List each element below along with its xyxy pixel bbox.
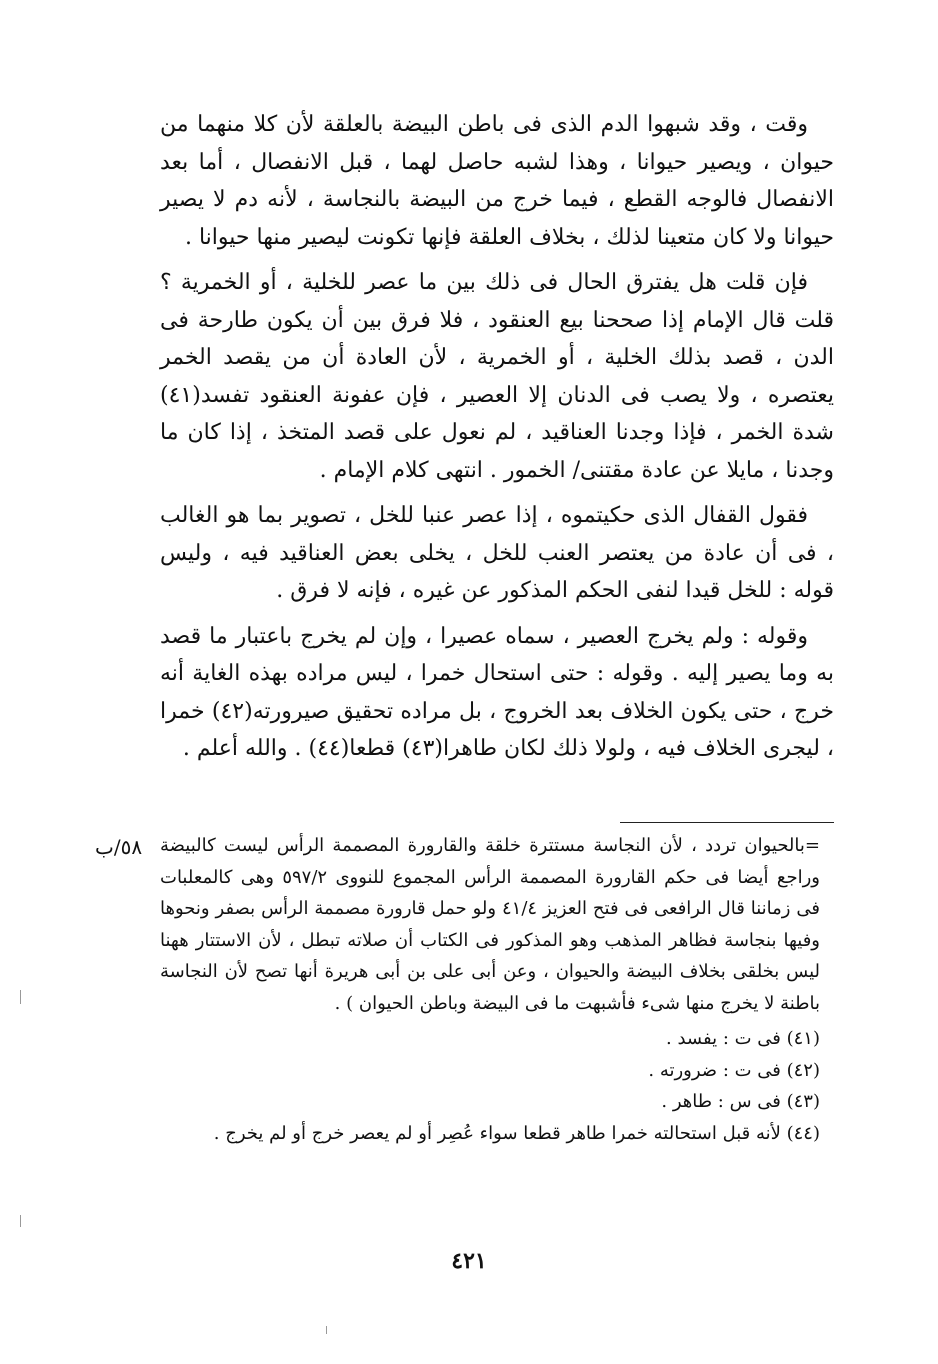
footnote-43: (٤٣) فى س : طاهر . — [661, 1091, 820, 1112]
footnote-41: (٤١) فى ت : يفسد . — [666, 1028, 820, 1049]
main-text — [160, 106, 834, 768]
footnote-continuation: =بالحيوان تردد ، لأن النجاسة مستترة خلقة والقارورة المصممة الرأس ليست كالبيضة وراجع أيضا فى حكم القارورة المصممة الرأس المجموع للنووى ٥٩٧/٢ وهى كالمعلبات فى زماننا قال الرافعى فى فتح العزيز ٤١/٤ ولو حمل قارورة مصممة الرأس بصفر ونحوها وفيها بنجاسة فظاهر المذهب وهو المذكور فى الكتاب أن صلاته تبطل ، لأن الاستتار ههنا ليس بخلقى بخلاف البيضة والحيوان ، وعن أبى على بن أبى هريرة أنها تصح لأن النجاسة باطنة لا يخرج منها شىء فأشبهت ما فى البيضة وباطن الحيوان ) . — [160, 835, 821, 1014]
manuscript-folio-ref: ٥٨/ب — [95, 835, 143, 859]
scan-speck — [20, 990, 21, 1004]
scan-speck — [20, 1215, 21, 1227]
page-number: ٤٢١ — [451, 1248, 487, 1274]
paragraph-1: وقت ، وقد شبهوا الدم الذى فى باطن البيضة بالعلقة لأن كلا منهما من حيوان ، ويصير حيوانا ، وهذا لشبه حاصل لهما ، قبل الانفصال ، أما بعد الانفصال فالوجه القطع ، فيما خرج من البيضة بالنجاسة ، لأنه دم لا يصير حيوانا ولا كان متعينا لذلك ، بخلاف العلقة فإنها تكونت ليصير منها حيوانا . — [160, 112, 834, 250]
footnote-list — [160, 1023, 820, 1149]
scan-speck — [326, 1326, 327, 1334]
paragraph-2: فإن قلت هل يفترق الحال فى ذلك بين ما عصر للخلية ، أو الخمرية ؟ قلت قال الإمام إذا صححنا بيع العنقود ، فلا فرق بين أن يكون طارحة فى الدن ، قصد بذلك الخلية ، أو الخمرية ، لأن العادة أن من يقصد الخمر يعتصره ، ولا يصب فى الدنان إلا العصير ، فإن عفونة العنقود تفسد(٤١) شدة الخمر ، فإذا وجدنا العناقيد ، لم نعول على قصد المتخذ ، إذا كان ما وجدنا ، مايلا عن عادة مقتنى/ الخمور . انتهى كلام الإمام . — [160, 270, 834, 483]
footnotes — [160, 830, 820, 1149]
footnote-separator — [620, 822, 834, 823]
footnote-44: (٤٤) لأنه قبل استحالته خمرا طاهر قطعا سواء عُصِر أو لم يعصر خرج أو لم يخرج . — [213, 1122, 820, 1144]
paragraph-4: وقوله : ولم يخرج العصير ، سماه عصيرا ، وإن لم يخرج باعتبار ما قصد به وما يصير إليه . وقوله : حتى استحال خمرا ، ليس مراده بهذه الغاية أنه خرج ، حتى يكون الخلاف بعد الخروج ، بل مراده تحقيق صيرورته(٤٢) خمرا ، ليجرى الخلاف فيه ، ولولا ذلك لكان طاهرا(٤٣) قطعا(٤٤) . والله أعلم . — [160, 623, 834, 761]
footnote-42: (٤٢) فى ت : ضرورته . — [648, 1059, 820, 1081]
paragraph-3: فقول القفال الذى حكيتموه ، إذا عصر عنبا للخل ، تصوير بما هو الغالب ، فى أن عادة من يعتصر العنب للخل ، يخلى بعض العناقيد فيه ، وليس قوله : للخل قيدا لنفى الحكم المذكور عن غيره ، فإنه لا فرق . — [160, 503, 834, 603]
